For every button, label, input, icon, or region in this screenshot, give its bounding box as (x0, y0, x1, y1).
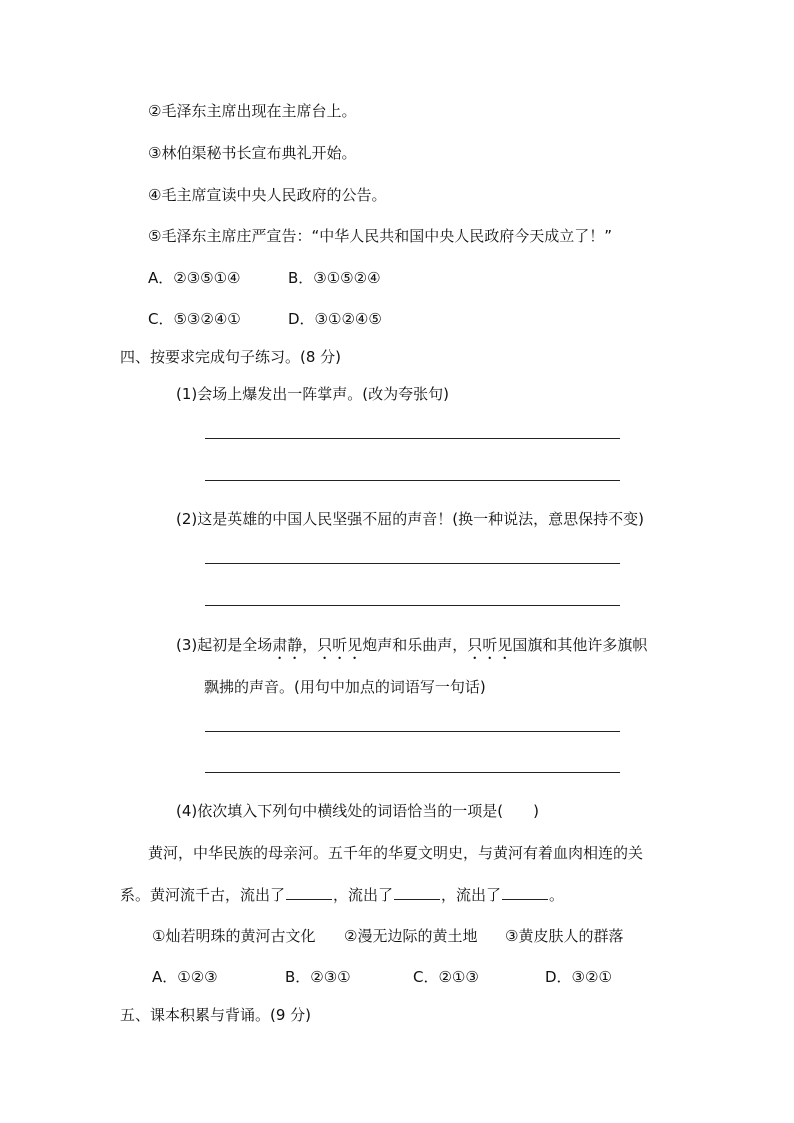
q3-option-b: B．③①⑤②④ (288, 269, 381, 287)
fill-blank-3 (502, 885, 548, 900)
q4-passage-line-2 (120, 885, 564, 905)
q4-passage-part-a: 系。黄河流千古，流出了 (120, 886, 286, 904)
q3-dotted-word-2: 只听见 (317, 636, 363, 654)
s4-question-3-line2: 飘拂的声音。(用句中加点的词语写一句话) (204, 678, 486, 696)
q3-option-d: D．③①②④⑤ (288, 310, 382, 328)
q3-item-2: ②毛泽东主席出现在主席台上。 (148, 102, 357, 120)
q3-text-pre: (3)起初是全场 (176, 636, 273, 654)
section-4-title: 四、按要求完成句子练习。(8 分) (120, 348, 342, 366)
q4-passage-part-d: 。 (549, 886, 565, 904)
q4-option-a: A．①②③ (152, 968, 218, 986)
fill-blank-1 (286, 885, 332, 900)
answer-line-2a (205, 563, 620, 564)
section-5-title: 五、课本积累与背诵。(9 分) (120, 1006, 312, 1024)
answer-line-3a (205, 731, 620, 732)
s4-question-4: (4)依次填入下列句中横线处的词语恰当的一项是( ) (176, 802, 539, 820)
answer-line-1b (205, 480, 620, 481)
q3-dotted-word-1: 肃静 (272, 636, 303, 654)
q4-choice-2: ②漫无边际的黄土地 (344, 927, 478, 945)
q3-item-4: ④毛主席宣读中央人民政府的公告。 (148, 186, 387, 204)
s4-question-1: (1)会场上爆发出一阵掌声。(改为夸张句) (176, 385, 449, 403)
q4-choice-1: ①灿若明珠的黄河古文化 (152, 927, 316, 945)
q4-passage-line-1: 黄河，中华民族的母亲河。五千年的华夏文明史，与黄河有着血肉相连的关 (148, 844, 644, 862)
q4-option-c: C．②①③ (413, 968, 479, 986)
q3-item-3: ③林伯渠秘书长宣布典礼开始。 (148, 144, 357, 162)
answer-line-2b (205, 605, 620, 606)
s4-question-3-line1 (176, 635, 647, 663)
q4-option-b: B．②③① (285, 968, 351, 986)
q3-text-mid2: 炮声和乐曲声， (362, 636, 468, 654)
answer-line-1a (205, 438, 620, 439)
q3-dotted-word-3: 只听见 (467, 636, 513, 654)
q3-option-c: C．⑤③②④① (148, 310, 241, 328)
q4-passage-part-c: ，流出了 (441, 886, 502, 904)
q3-item-5: ⑤毛泽东主席庄严宣告：“中华人民共和国中央人民政府今天成立了！” (148, 227, 612, 245)
q3-text-mid: ， (302, 636, 318, 654)
q4-passage-part-b: ，流出了 (333, 886, 394, 904)
q4-choice-3: ③黄皮肤人的群落 (505, 927, 624, 945)
q4-option-d: D．③②① (545, 968, 612, 986)
q3-text-post: 国旗和其他许多旗帜 (512, 636, 648, 654)
s4-question-2: (2)这是英雄的中国人民坚强不屈的声音！(换一种说法，意思保持不变) (176, 510, 644, 528)
answer-line-3b (205, 772, 620, 773)
q3-option-a: A．②③⑤①④ (148, 269, 241, 287)
fill-blank-2 (394, 885, 440, 900)
